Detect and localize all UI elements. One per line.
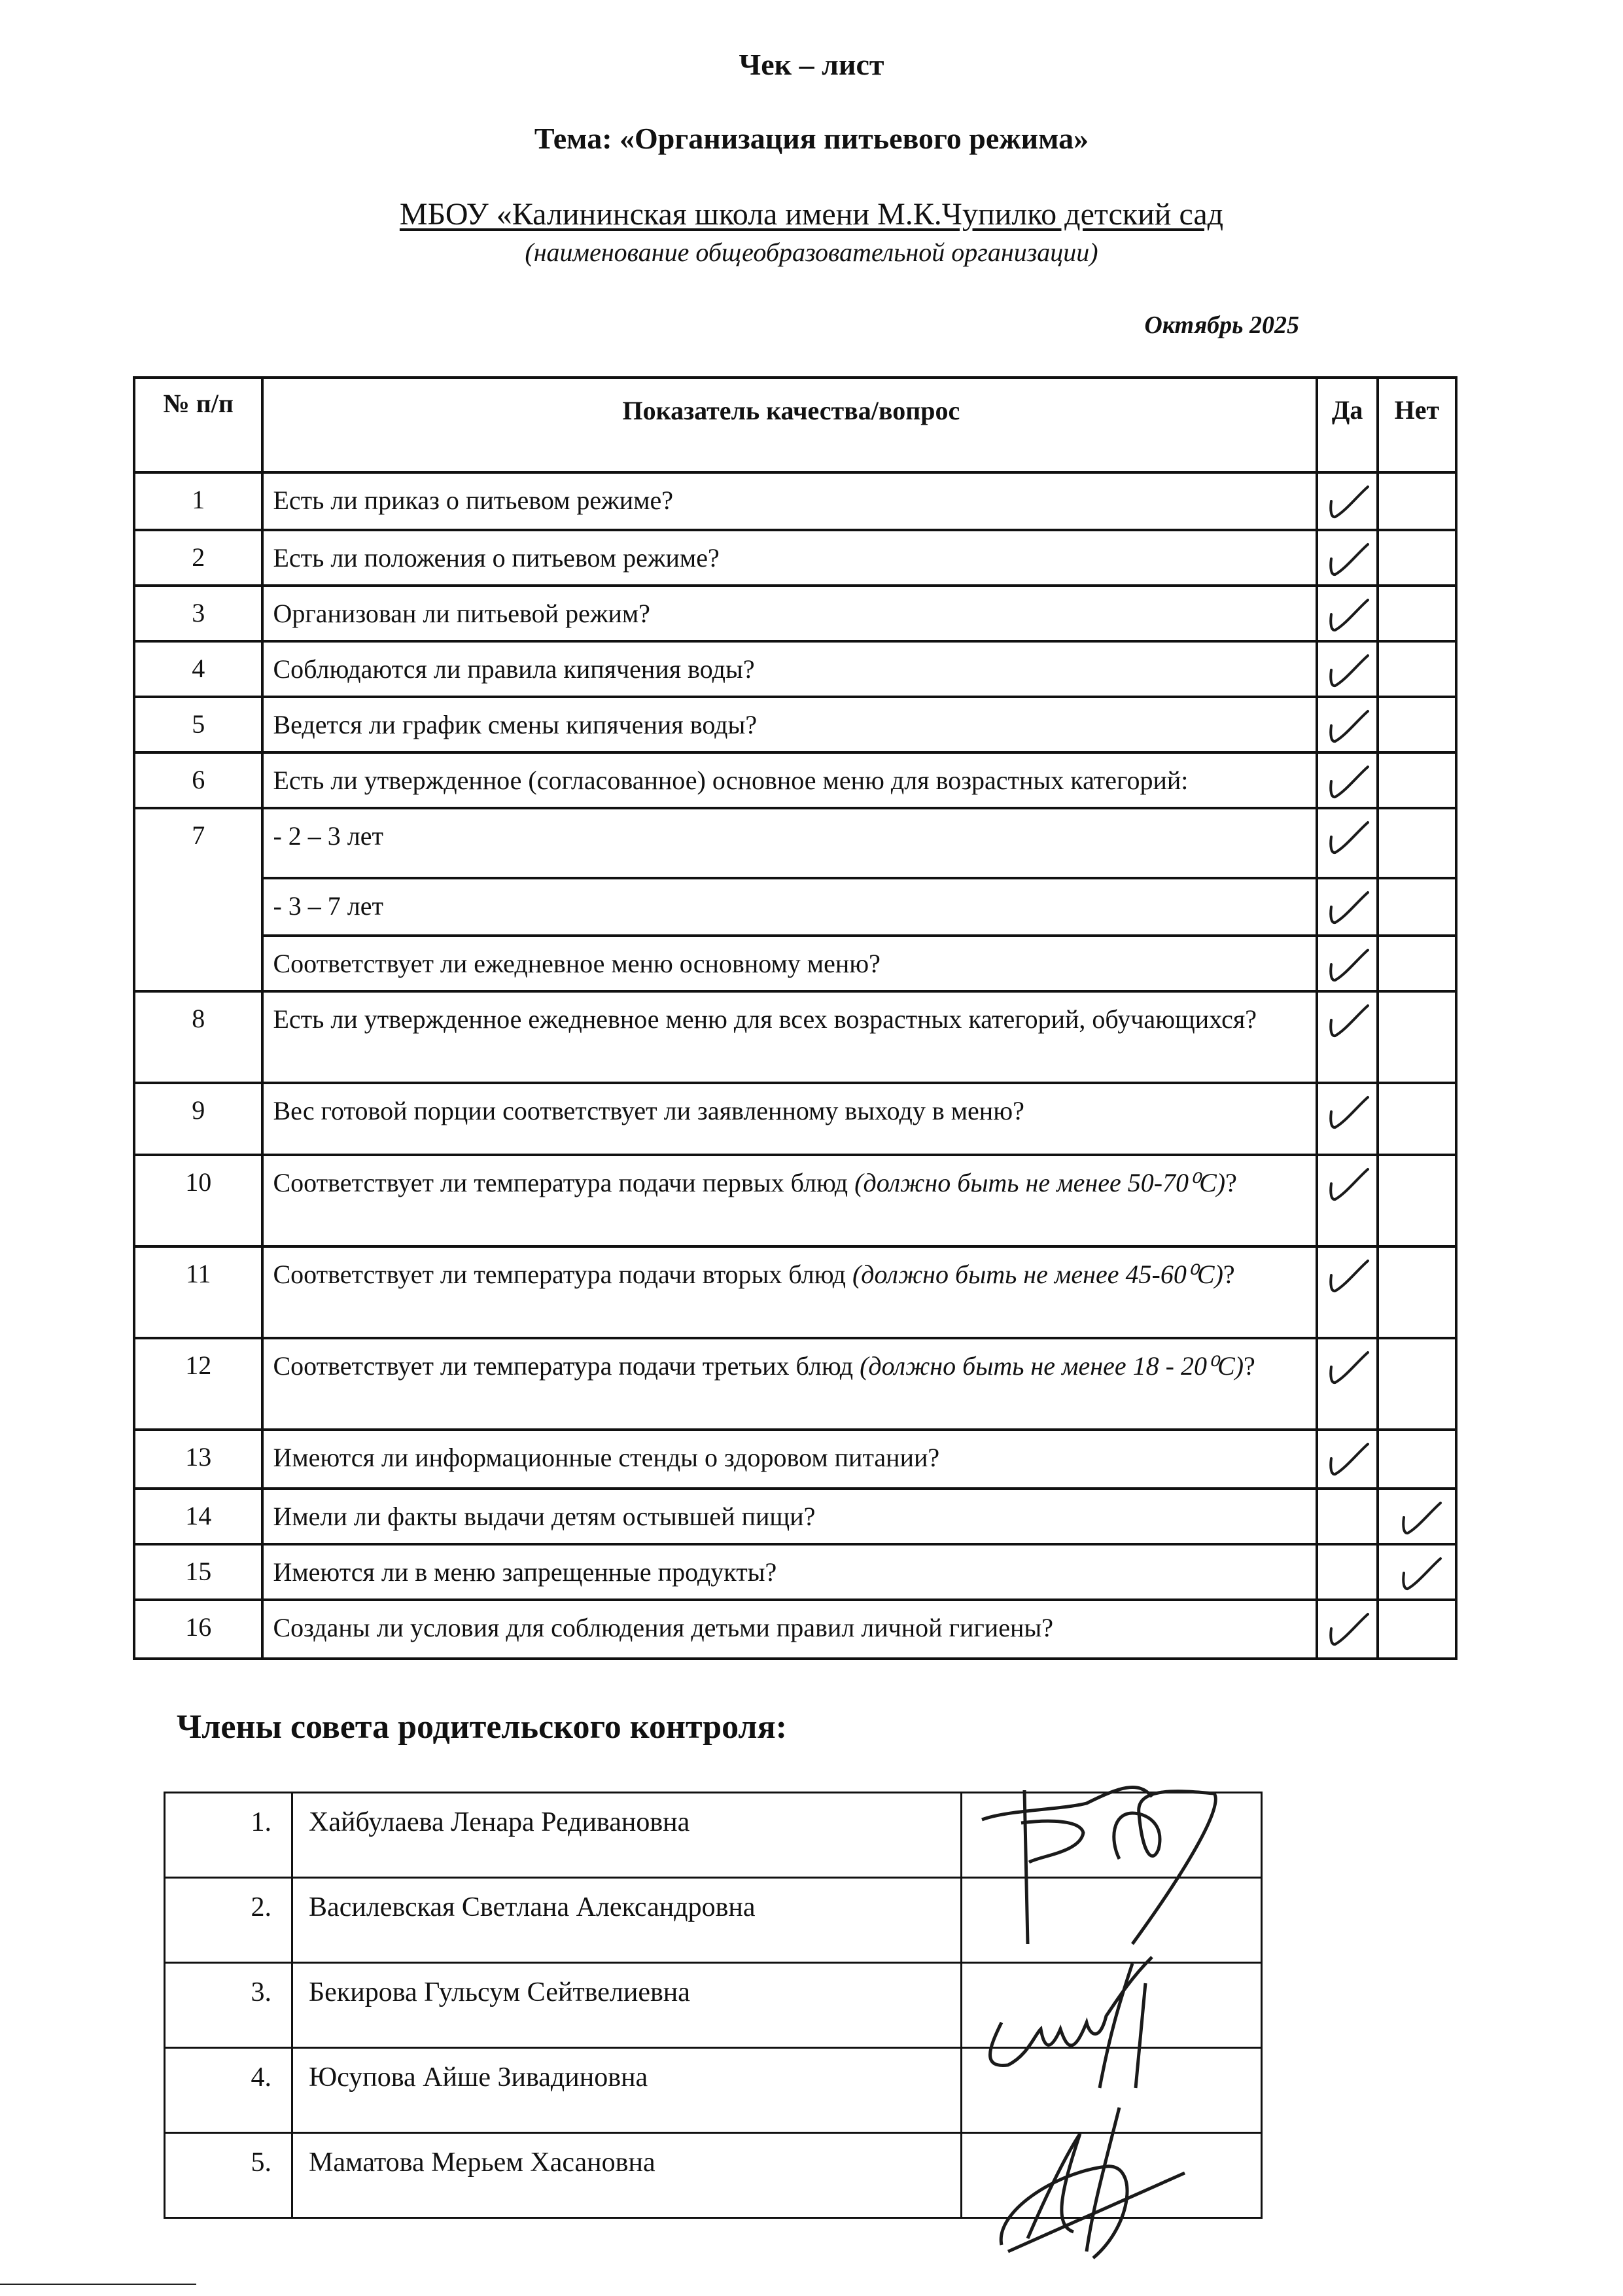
row-number: 3 [192,598,205,627]
answer-yes-cell[interactable] [1317,936,1378,991]
document-date: Октябрь 2025 [1144,311,1299,339]
row-number: 10 [185,1167,212,1197]
question-text: Созданы ли условия для соблюдения детьми правил личной гигиены? [273,1613,1053,1642]
answer-no-cell[interactable] [1378,1246,1456,1338]
row-number: 9 [192,1095,205,1125]
council-heading: Члены совета родительского контроля: [177,1708,788,1746]
question-cell [262,1489,1317,1544]
checklist-row [134,1338,1456,1430]
answer-no-cell[interactable] [1378,586,1456,641]
checkmark-icon [1326,1439,1372,1478]
checklist-row [134,586,1456,641]
checkmark-icon [1326,706,1372,745]
question-cell [262,1155,1317,1246]
row-number-cell [134,752,262,808]
council-member-row [165,2133,1262,2218]
answer-yes-cell[interactable] [1317,1338,1378,1430]
answer-no-cell[interactable] [1378,472,1456,530]
checklist-row [134,808,1456,878]
signature-cell[interactable] [962,2133,1262,2218]
question-text: - 3 – 7 лет [273,891,383,921]
question-text: Есть ли приказ о питьевом режиме? [273,486,673,515]
checklist-row [134,530,1456,586]
answer-yes-cell[interactable] [1317,530,1378,586]
answer-no-cell[interactable] [1378,1430,1456,1489]
checklist-row [134,991,1456,1083]
answer-no-cell[interactable] [1378,641,1456,697]
checklist-row [134,752,1456,808]
checklist-row [134,1544,1456,1600]
checkmark-icon [1326,887,1372,927]
row-number-cell [134,586,262,641]
member-name: Хайбулаева Ленара Редивановна [292,1793,962,1878]
question-note-end: ? [1225,1168,1237,1197]
checklist-row [134,878,1456,936]
member-name: Маматова Мерьем Хасановна [292,2133,962,2218]
checklist-row [134,697,1456,752]
row-number: 5 [192,709,205,739]
row-number-cell [134,991,262,1083]
question-cell [262,641,1317,697]
checklist-row [134,641,1456,697]
checkmark-icon [1326,650,1372,690]
question-text: Имеются ли в меню запрещенные продукты? [273,1557,777,1587]
answer-yes-cell[interactable] [1317,641,1378,697]
question-text: Соответствует ли температура подачи вторых блюд [273,1260,852,1289]
checklist-row [134,1489,1456,1544]
answer-yes-cell[interactable] [1317,991,1378,1083]
checkmark-icon [1326,595,1372,634]
checklist-table [133,376,1457,1660]
answer-yes-cell[interactable] [1317,1489,1378,1544]
checkmark-icon [1326,1609,1372,1648]
row-number: 7 [192,821,205,850]
row-number-cell [134,472,262,530]
question-cell [262,752,1317,808]
answer-no-cell[interactable] [1378,1489,1456,1544]
row-number: 13 [185,1442,212,1472]
member-number: 5. [165,2133,292,2218]
answer-yes-cell[interactable] [1317,1544,1378,1600]
answer-no-cell[interactable] [1378,1155,1456,1246]
row-number-cell [134,1544,262,1600]
checklist-row [134,936,1456,991]
answer-no-cell[interactable] [1378,752,1456,808]
row-number: 4 [192,654,205,683]
question-note-end: ? [1244,1351,1255,1381]
organization-caption: (наименование общеобразовательной организации) [525,238,1098,267]
answer-no-cell[interactable] [1378,1083,1456,1155]
checkmark-icon [1326,1164,1372,1203]
question-note: (должно быть не менее 45-60⁰С) [852,1260,1223,1289]
council-member-row [165,2048,1262,2133]
question-text: Имеются ли информационные стенды о здоровом питании? [273,1443,940,1472]
row-number-cell [134,530,262,586]
document-title: Чек – лист [739,48,884,81]
checkmark-icon [1399,1498,1444,1537]
organization-name [0,196,1623,232]
answer-no-cell[interactable] [1378,1600,1456,1659]
council-member-row [165,1793,1262,1878]
organization-name-text: МБОУ «Калининская школа имени М.К.Чупилко детский сад [399,197,1224,232]
question-text: Соответствует ли температура подачи первых блюд [273,1168,855,1197]
member-number: 1. [165,1793,292,1878]
answer-yes-cell[interactable] [1317,472,1378,530]
question-note: (должно быть не менее 18 - 20⁰С) [860,1351,1244,1381]
answer-no-cell[interactable] [1378,991,1456,1083]
checkmark-icon [1326,762,1372,801]
row-number-cell [134,1083,262,1155]
question-note-end: ? [1223,1260,1235,1289]
checklist-header-row [134,378,1456,472]
question-text: Вес готовой порции соответствует ли заявленному выходу в меню? [273,1096,1024,1125]
row-number-cell [134,1430,262,1489]
row-number-cell [134,1600,262,1659]
row-number-cell [134,808,262,991]
footer-rule [0,2284,196,2285]
member-name: Юсупова Айше Зивадиновна [292,2048,962,2133]
checkmark-icon [1326,1256,1372,1295]
checkmark-icon [1326,945,1372,984]
document-topic: Тема: «Организация питьевого режима» [534,122,1089,155]
council-member-row [165,1963,1262,2048]
answer-yes-cell[interactable] [1317,1600,1378,1659]
checkmark-icon [1326,539,1372,578]
checkmark-icon [1326,482,1372,521]
row-number-cell [134,641,262,697]
member-number: 4. [165,2048,292,2133]
council-member-row [165,1878,1262,1963]
row-number-cell [134,697,262,752]
row-number: 14 [185,1501,212,1530]
answer-yes-cell[interactable] [1317,1155,1378,1246]
row-number: 12 [185,1351,212,1380]
column-header-no: Нет [1378,378,1456,472]
answer-yes-cell[interactable] [1317,697,1378,752]
row-number: 6 [192,765,205,794]
signature-cell[interactable] [962,2048,1262,2133]
answer-yes-cell[interactable] [1317,808,1378,878]
question-cell [262,1083,1317,1155]
question-cell [262,878,1317,936]
checkmark-icon [1399,1553,1444,1593]
question-text: Имели ли факты выдачи детям остывшей пищи? [273,1502,816,1531]
answer-yes-cell[interactable] [1317,752,1378,808]
question-cell [262,586,1317,641]
answer-yes-cell[interactable] [1317,586,1378,641]
checkmark-icon [1326,817,1372,857]
member-name: Василевская Светлана Александровна [292,1878,962,1963]
signature-cell[interactable] [962,1878,1262,1963]
question-cell [262,1544,1317,1600]
signature-cell[interactable] [962,1793,1262,1878]
row-number-cell [134,1338,262,1430]
checklist-row [134,1600,1456,1659]
answer-no-cell[interactable] [1378,808,1456,878]
row-number-cell [134,1489,262,1544]
row-number: 15 [185,1557,212,1586]
question-text: Есть ли утвержденное ежедневное меню для всех возрастных категорий, обучающихся? [273,1004,1257,1034]
column-header-num: № п/п [134,378,262,472]
question-note: (должно быть не менее 50-70⁰С) [854,1168,1226,1197]
question-cell [262,1600,1317,1659]
question-cell [262,991,1317,1083]
checklist-row [134,472,1456,530]
question-cell [262,697,1317,752]
council-members-table [164,1792,1263,2219]
row-number-cell [134,1155,262,1246]
checkmark-icon [1326,1347,1372,1386]
question-cell [262,472,1317,530]
signature-cell[interactable] [962,1963,1262,2048]
checkmark-icon [1326,1092,1372,1131]
answer-no-cell[interactable] [1378,1338,1456,1430]
column-header-yes: Да [1317,378,1378,472]
answer-yes-cell[interactable] [1317,1246,1378,1338]
question-cell [262,1246,1317,1338]
row-number: 16 [185,1612,212,1642]
member-number: 2. [165,1878,292,1963]
question-text: Соблюдаются ли правила кипячения воды? [273,654,755,684]
question-text: Соответствует ли ежедневное меню основному меню? [273,949,881,978]
member-number: 3. [165,1963,292,2048]
answer-no-cell[interactable] [1378,936,1456,991]
row-number: 8 [192,1004,205,1033]
question-text: Соответствует ли температура подачи третьих блюд [273,1351,860,1381]
question-text: Ведется ли график смены кипячения воды? [273,710,758,739]
answer-yes-cell[interactable] [1317,1083,1378,1155]
answer-yes-cell[interactable] [1317,1430,1378,1489]
checklist-row [134,1430,1456,1489]
row-number: 1 [192,485,205,514]
member-name: Бекирова Гульсум Сейтвелиевна [292,1963,962,2048]
checkmark-icon [1326,1000,1372,1040]
question-text: Организован ли питьевой режим? [273,599,650,628]
row-number: 11 [185,1259,211,1288]
checklist-row [134,1155,1456,1246]
checklist-row [134,1246,1456,1338]
question-cell [262,936,1317,991]
question-cell [262,808,1317,878]
row-number: 2 [192,542,205,572]
answer-no-cell[interactable] [1378,878,1456,936]
column-header-question: Показатель качества/вопрос [262,378,1317,472]
question-text: Есть ли утвержденное (согласованное) основное меню для возрастных категорий: [273,766,1189,795]
answer-no-cell[interactable] [1378,1544,1456,1600]
question-text: - 2 – 3 лет [273,821,383,851]
row-number-cell [134,1246,262,1338]
checklist-row [134,1083,1456,1155]
question-cell [262,530,1317,586]
answer-no-cell[interactable] [1378,697,1456,752]
question-cell [262,1430,1317,1489]
answer-no-cell[interactable] [1378,530,1456,586]
question-text: Есть ли положения о питьевом режиме? [273,543,720,573]
question-cell [262,1338,1317,1430]
answer-yes-cell[interactable] [1317,878,1378,936]
